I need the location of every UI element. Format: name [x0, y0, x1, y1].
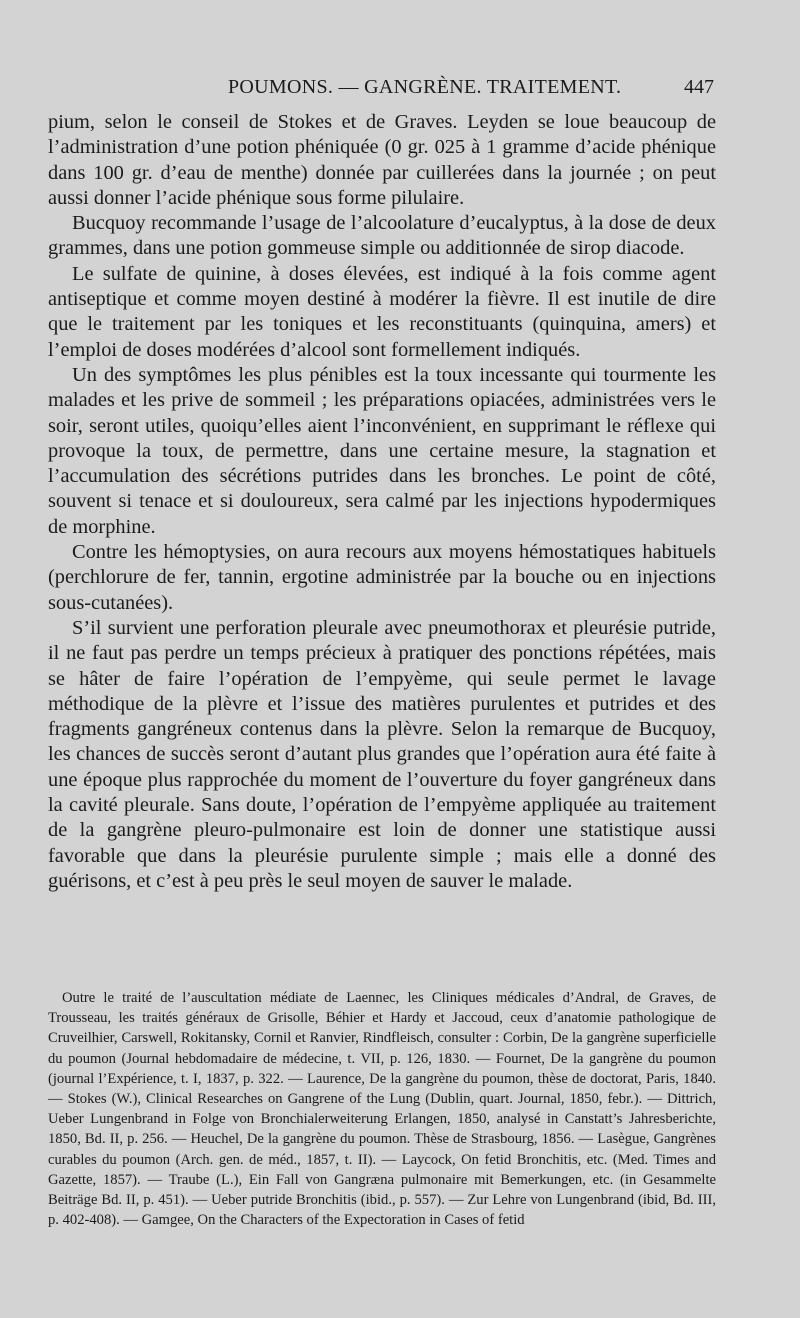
paragraph-3: Le sulfate de quinine, à doses élevées, est indiqué à la fois comme agent antiseptique et comme moyen destiné à modérer la fièvre. Il est inutile de dire que le traitement par les toniques et les reconstituants (quinquina, amers) et l’emploi de doses modérées d’alcool sont formellement indiqués.: [48, 262, 716, 361]
running-title: POUMONS. — GANGRÈNE. TRAITEMENT.: [228, 76, 622, 98]
paragraph-2: Bucquoy recommande l’usage de l’alcoolature d’eucalyptus, à la dose de deux grammes, dans une potion gommeuse simple ou additionnée de sirop diacode.: [48, 212, 716, 260]
page-number: 447: [684, 76, 714, 98]
running-header: [48, 74, 714, 104]
paragraph-5: Contre les hémoptysies, on aura recours aux moyens hémostatiques habituels (perchlorure de fer, tannin, ergotine administrée par la bouche ou en injections sous-cutanées).: [48, 541, 716, 614]
body-text: [48, 110, 716, 894]
footnote-text: Outre le traité de l’auscultation médiate de Laennec, les Cliniques médicales d’Andral, de Graves, de Trousseau, les traités généraux de Grisolle, Béhier et Hardy et Jaccoud, ceux d’anatomie pathologique de Cruveilhier, Carswell, Rokitansky, Cornil et Ranvier, Rindfleisch, consulter : Corbin, De la gangrène superficielle du poumon (Journal hebdomadaire de médecine, t. VII, p. 126, 1830. — Fournet, De la gangrène du poumon (journal l’Expérience, t. I, 1837, p. 322. — Laurence, De la gangrène du poumon, thèse de doctorat, Paris, 1840. — Stokes (W.), Clinical Researches on Gangrene of the Lung (Dublin, quart. Journal, 1850, febr.). — Dittrich, Ueber Lungenbrand in Folge von Bronchialerweiterung Erlangen, 1850, analysé in Canstatt’s Jahresberichte, 1850, Bd. II, p. 256. — Heuchel, De la gangrène du poumon. Thèse de Strasbourg, 1856. — Lasègue, Gangrènes curables du poumon (Arch. gen. de méd., 1857, t. II). — Laycock, On fetid Bronchitis, etc. (Med. Times and Gazette, 1857). — Traube (L.), Ein Fall von Gangræna pulmonaire mit Bemerkungen, etc. (in Gesammelte Beiträge Bd. II, p. 451). — Ueber putride Bronchitis (ibid., p. 557). — Zur Lehre von Lungenbrand (ibid, Bd. III, p. 402-408). — Gamgee, On the Characters of the Expectoration in Cases of fetid: [48, 990, 716, 1229]
paragraph-6: S’il survient une perforation pleurale avec pneumothorax et pleurésie putride, il ne faut pas perdre un temps précieux à pratiquer des ponctions répétées, mais se hâter de faire l’opération de l’empyème, qui seule permet le lavage méthodique de la plèvre et l’issue des matières purulentes et putrides et des fragments gangréneux contenus dans la plèvre. Selon la remarque de Bucquoy, les chances de succès seront d’autant plus grandes que l’opération aura été faite à une époque plus rapprochée du moment de l’ouverture du foyer gangréneux dans la cavité pleurale. Sans doute, l’opération de l’empyème appliquée au traitement de la gangrène pleuro-pulmonaire est loin de donner une statistique aussi favorable que dans la pleurésie purulente simple ; mais elle a donné des guérisons, et c’est à peu près le seul moyen de sauver le malade.: [48, 616, 716, 892]
paragraph-1: pium, selon le conseil de Stokes et de Graves. Leyden se loue beaucoup de l’administration d’une potion phéniquée (0 gr. 025 à 1 gramme d’acide phénique dans 100 gr. d’eau de menthe) donnée par cuillerées dans la journée ; on peut aussi donner l’acide phénique sous forme pilulaire.: [48, 111, 716, 209]
paragraph-4: Un des symptômes les plus pénibles est la toux incessante qui tourmente les malades et les prive de sommeil ; les préparations opiacées, administrées vers le soir, seront utiles, quoiqu’elles aient l’inconvénient, en supprimant le réflexe qui provoque la toux, de permettre, dans une certaine mesure, la stagnation et l’accumulation des sécrétions putrides dans les bronches. Le point de côté, souvent si tenace et si douloureux, sera calmé par les injections hypodermiques de morphine.: [48, 363, 716, 538]
footnote: [48, 988, 716, 1230]
